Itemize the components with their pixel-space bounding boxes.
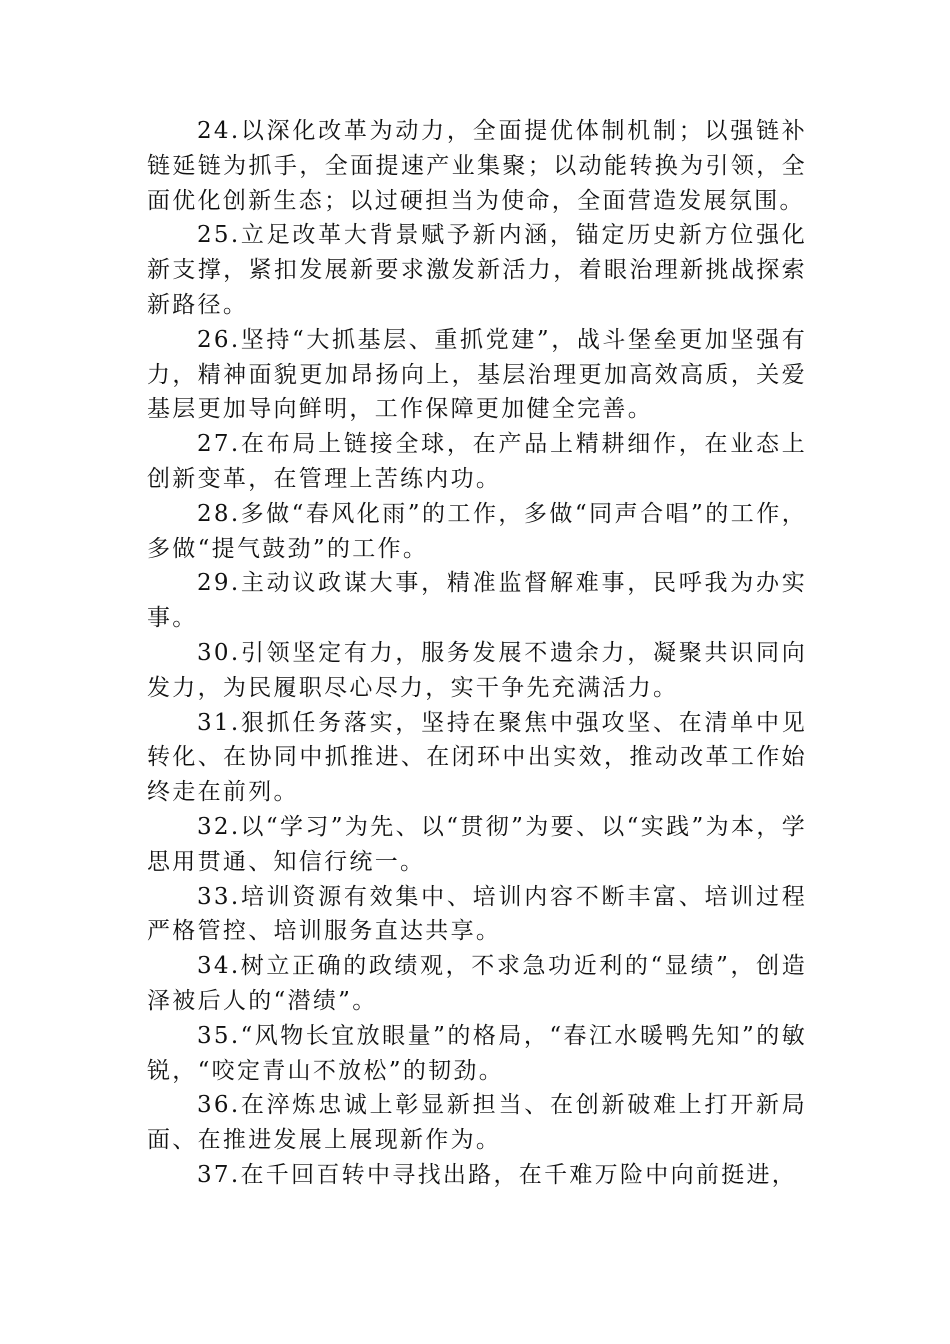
paragraph-37: 37.在千回百转中寻找出路，在千难万险中向前挺进， [197, 1161, 798, 1188]
paragraph-24: 24.以深化改革为动力，全面提优体制机制；以强链补链延链为抓手，全面提速产业集聚；以动能转换为引领，全面优化创新生态；以过硬担当为使命，全面营造发展氛围。 [147, 118, 807, 214]
paragraph-36: 36.在淬炼忠诚上彰显新担当、在创新破难上打开新局面、在推进发展上展现新作为。 [147, 1092, 807, 1154]
paragraph-27: 27.在布局上链接全球，在产品上精耕细作，在业态上创新变革，在管理上苦练内功。 [147, 431, 807, 492]
paragraph-33: 33.培训资源有效集中、培训内容不断丰富、培训过程严格管控、培训服务直达共享。 [147, 883, 807, 945]
paragraph-35: 35.“风物长宜放眼量”的格局，“春江水暖鸭先知”的敏锐，“咬定青山不放松”的韧劲。 [147, 1022, 807, 1084]
paragraph-31: 31.狠抓任务落实，坚持在聚焦中强攻坚、在清单中见转化、在协同中抓推进、在闭环中出实效，推动改革工作始终走在前列。 [147, 709, 807, 806]
paragraph-26: 26.坚持“大抓基层、重抓党建”，战斗堡垒更加坚强有力，精神面貌更加昂扬向上，基层治理更加高效高质，关爱基层更加导向鲜明，工作保障更加健全完善。 [147, 326, 807, 423]
paragraph-34: 34.树立正确的政绩观，不求急功近利的“显绩”，创造泽被后人的“潜绩”。 [147, 953, 807, 1014]
paragraph-28: 28.多做“春风化雨”的工作，多做“同声合唱”的工作，多做“提气鼓劲”的工作。 [147, 500, 807, 562]
paragraph-25: 25.立足改革大背景赋予新内涵，锚定历史新方位强化新支撑，紧扣发展新要求激发新活力，着眼治理新挑战探索新路径。 [147, 222, 807, 318]
paragraph-29: 29.主动议政谋大事，精准监督解难事，民呼我为办实事。 [147, 570, 807, 632]
paragraph-32: 32.以“学习”为先、以“贯彻”为要、以“实践”为本，学思用贯通、知信行统一。 [147, 813, 807, 875]
paragraph-30: 30.引领坚定有力，服务发展不遗余力，凝聚共识同向发力，为民履职尽心尽力，实干争先充满活力。 [147, 639, 807, 701]
document-body [147, 114, 807, 1193]
